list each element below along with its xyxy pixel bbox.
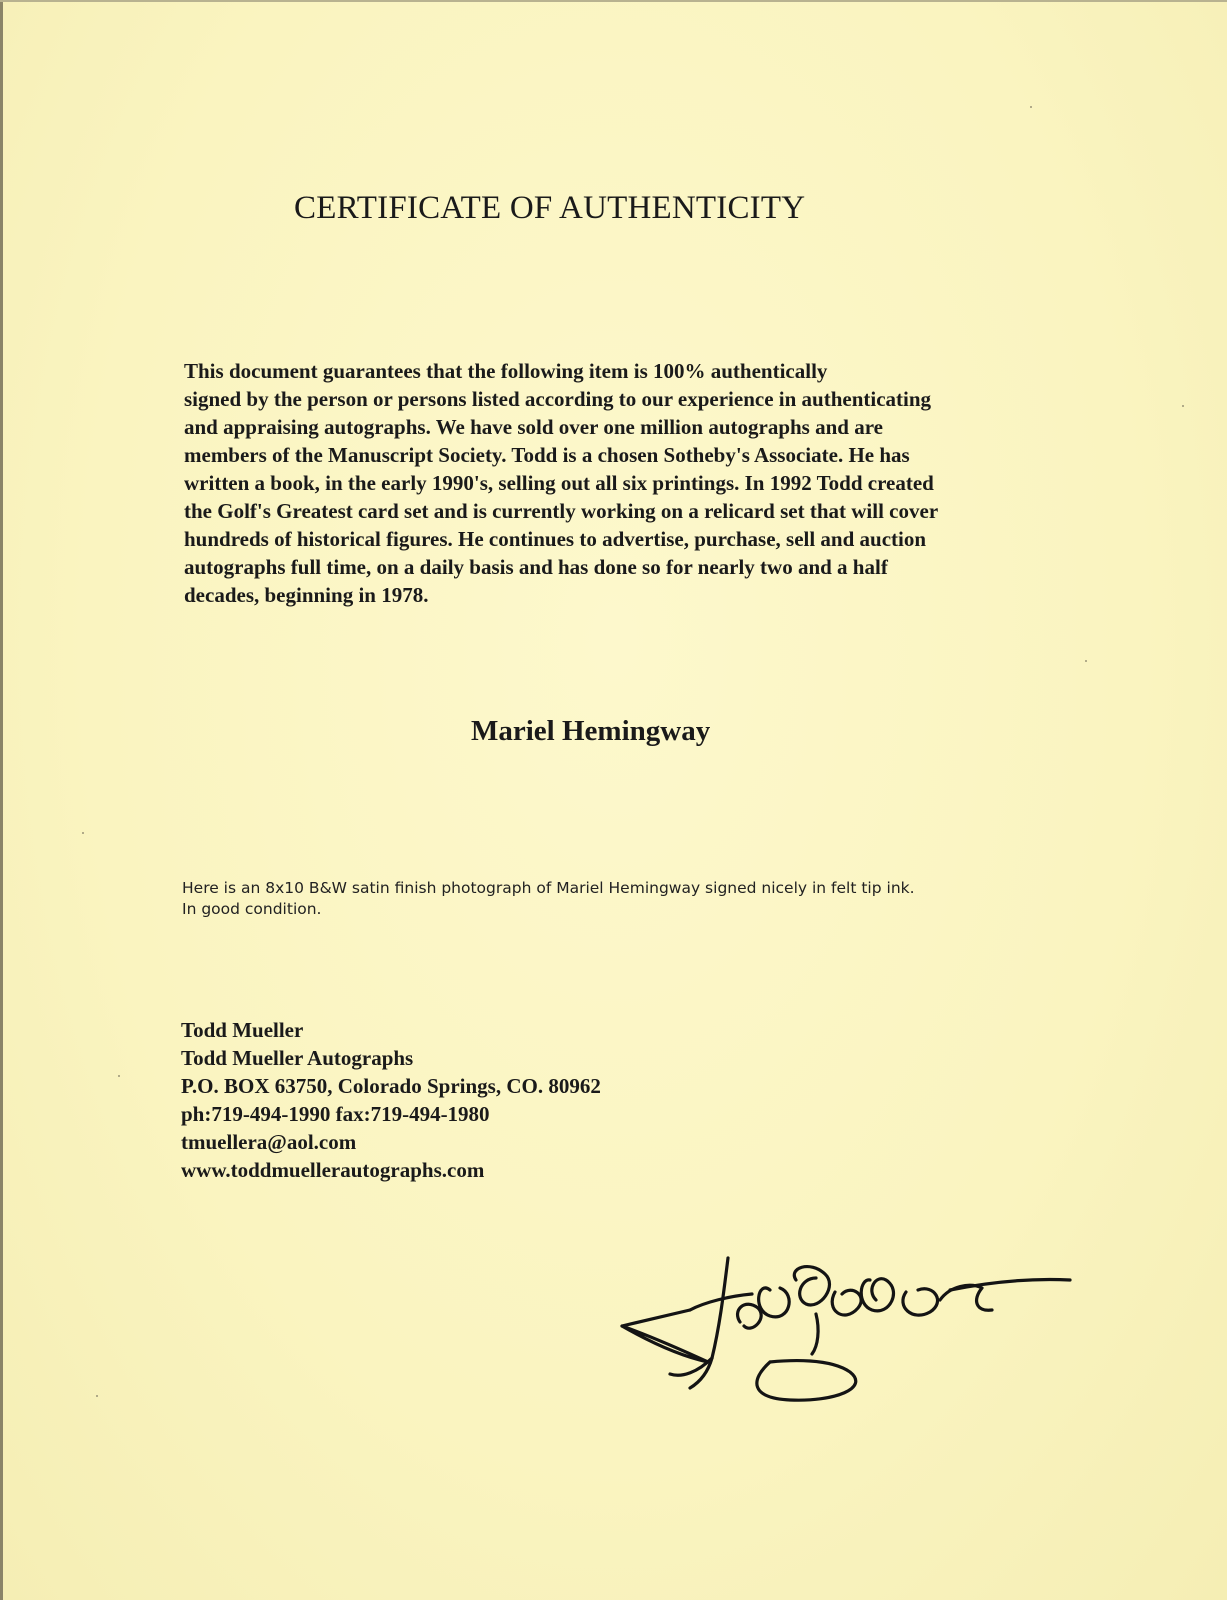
guarantee-line: This document guarantees that the following item is 100% authentically — [184, 359, 828, 383]
guarantee-line: hundreds of historical figures. He continues to advertise, purchase, sell and auction — [184, 527, 927, 551]
paper-speck — [96, 1395, 98, 1397]
signature-icon — [620, 1250, 1080, 1410]
paper-speck — [82, 832, 84, 834]
item-description — [182, 878, 915, 920]
contact-name: Todd Mueller — [181, 1018, 304, 1042]
contact-block — [181, 1016, 601, 1184]
contact-email: tmuellera@aol.com — [181, 1130, 357, 1154]
paper-speck — [1030, 106, 1032, 108]
contact-company: Todd Mueller Autographs — [181, 1046, 414, 1070]
description-line: Here is an 8x10 B&W satin finish photograph of Mariel Hemingway signed nicely in felt tip ink. — [182, 879, 915, 897]
paper-speck — [1182, 405, 1184, 407]
contact-website: www.toddmuellerautographs.com — [181, 1158, 485, 1182]
guarantee-line: the Golf's Greatest card set and is currently working on a relicard set that will cover — [184, 499, 939, 523]
contact-phone-fax: ph:719-494-1990 fax:719-494-1980 — [181, 1102, 490, 1126]
guarantee-line: decades, beginning in 1978. — [184, 583, 429, 607]
page-edge-left — [0, 0, 3, 1600]
guarantee-paragraph — [184, 357, 1064, 609]
guarantee-line: autographs full time, on a daily basis and has done so for nearly two and a half — [184, 555, 888, 579]
certificate-title: CERTIFICATE OF AUTHENTICITY — [294, 190, 806, 226]
guarantee-line: members of the Manuscript Society. Todd is a chosen Sotheby's Associate. He has — [184, 443, 910, 467]
guarantee-line: written a book, in the early 1990's, selling out all six printings. In 1992 Todd created — [184, 471, 934, 495]
guarantee-line: signed by the person or persons listed according to our experience in authenticating — [184, 387, 932, 411]
page-edge-top — [0, 0, 1227, 2]
paper-speck — [118, 1075, 120, 1077]
paper-speck — [1085, 660, 1087, 662]
signer-name: Mariel Hemingway — [471, 715, 711, 747]
description-line: In good condition. — [182, 900, 322, 918]
guarantee-line: and appraising autographs. We have sold over one million autographs and are — [184, 415, 883, 439]
contact-address: P.O. BOX 63750, Colorado Springs, CO. 80962 — [181, 1074, 601, 1098]
